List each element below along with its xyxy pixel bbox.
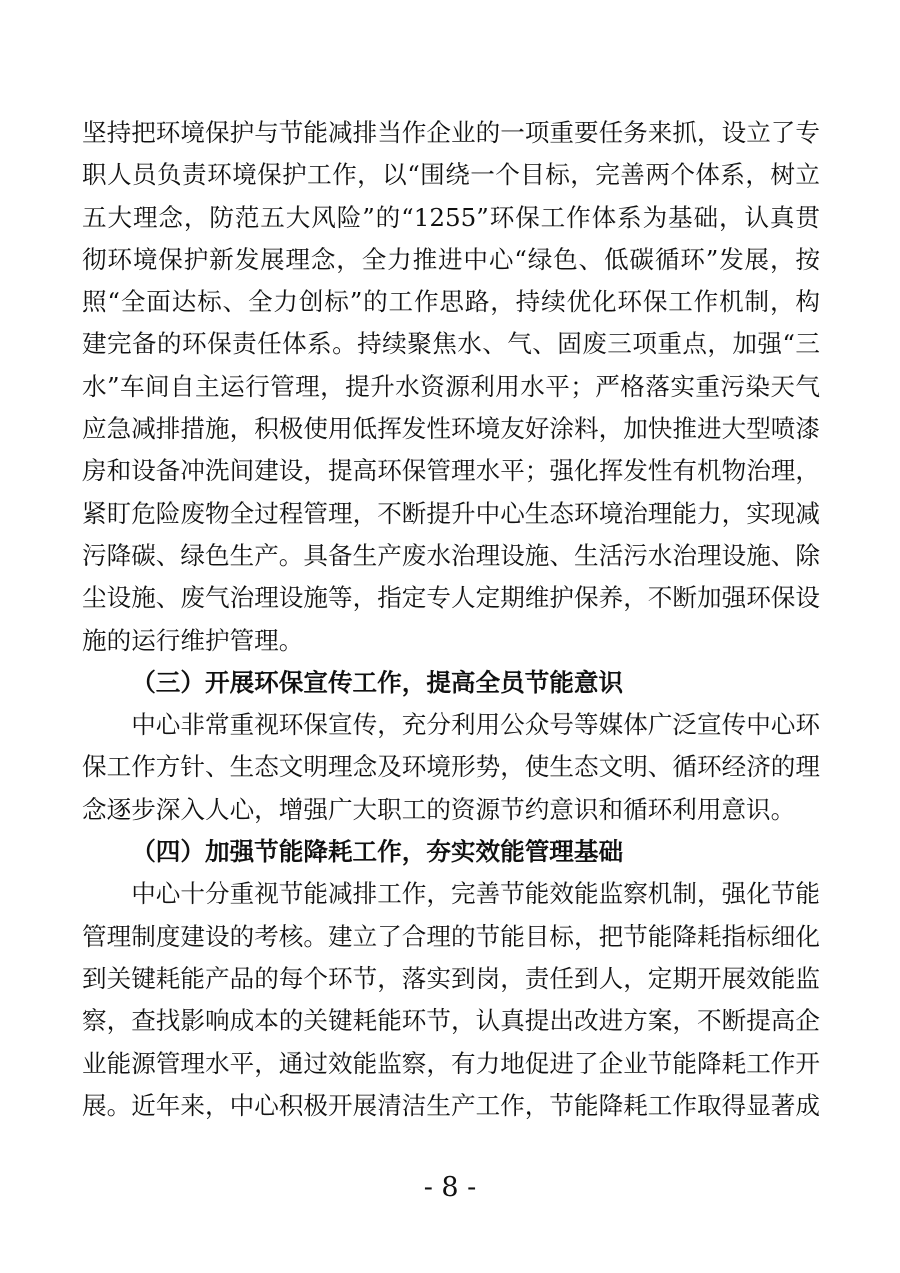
body-line: 业能源管理水平，通过效能监察，有力地促进了企业节能降耗工作开 [82, 1048, 820, 1078]
body-line: 施的运行维护管理。 [82, 625, 304, 655]
body-line: 管理制度建设的考核。建立了合理的节能目标，把节能降耗指标细化 [82, 921, 820, 951]
body-line: 展。近年来，中心积极开展清洁生产工作，节能降耗工作取得显著成 [82, 1090, 820, 1120]
body-line: 中心非常重视环保宣传，充分利用公众号等媒体广泛宣传中心环 [131, 710, 820, 740]
body-line: 五大理念，防范五大风险”的“1255”环保工作体系为基础，认真贯 [82, 202, 820, 232]
body-line: 照“全面达标、全力创标”的工作思路，持续优化环保工作机制，构 [82, 287, 820, 317]
body-line: 紧盯危险废物全过程管理，不断提升中心生态环境治理能力，实现减 [82, 498, 820, 528]
body-line: 水”车间自主运行管理，提升水资源利用水平；严格落实重污染天气 [82, 371, 820, 401]
section-heading-3: （三）开展环保宣传工作，提高全员节能意识 [131, 667, 624, 697]
body-line: 污降碳、绿色生产。具备生产废水治理设施、生活污水治理设施、除 [82, 540, 820, 570]
body-line: 应急减排措施，积极使用低挥发性环境友好涂料，加快推进大型喷漆 [82, 414, 820, 444]
body-line: 职人员负责环境保护工作，以“围绕一个目标，完善两个体系，树立 [82, 160, 820, 190]
body-line: 察，查找影响成本的关键耗能环节，认真提出改进方案，不断提高企 [82, 1006, 820, 1036]
body-line: 尘设施、废气治理设施等，指定专人定期维护保养，不断加强环保设 [82, 583, 820, 613]
body-line: 彻环境保护新发展理念，全力推进中心“绿色、低碳循环”发展，按 [82, 244, 820, 274]
body-line: 房和设备冲洗间建设，提高环保管理水平；强化挥发性有机物治理， [82, 456, 820, 486]
body-line: 中心十分重视节能减排工作，完善节能效能监察机制，强化节能 [131, 879, 820, 909]
body-line: 坚持把环境保护与节能减排当作企业的一项重要任务来抓，设立了专 [82, 118, 820, 147]
body-line: 保工作方针、生态文明理念及环境形势，使生态文明、循环经济的理 [82, 752, 820, 782]
page-number: - 8 - [423, 1172, 477, 1203]
section-heading-4: （四）加强节能降耗工作，夯实效能管理基础 [131, 837, 624, 867]
document-body [82, 112, 820, 1127]
body-line: 建完备的环保责任体系。持续聚焦水、气、固废三项重点，加强“三 [82, 329, 820, 359]
body-line: 到关键耗能产品的每个环节，落实到岗，责任到人，定期开展效能监 [82, 963, 820, 993]
body-line: 念逐步深入人心，增强广大职工的资源节约意识和循环利用意识。 [82, 794, 796, 824]
